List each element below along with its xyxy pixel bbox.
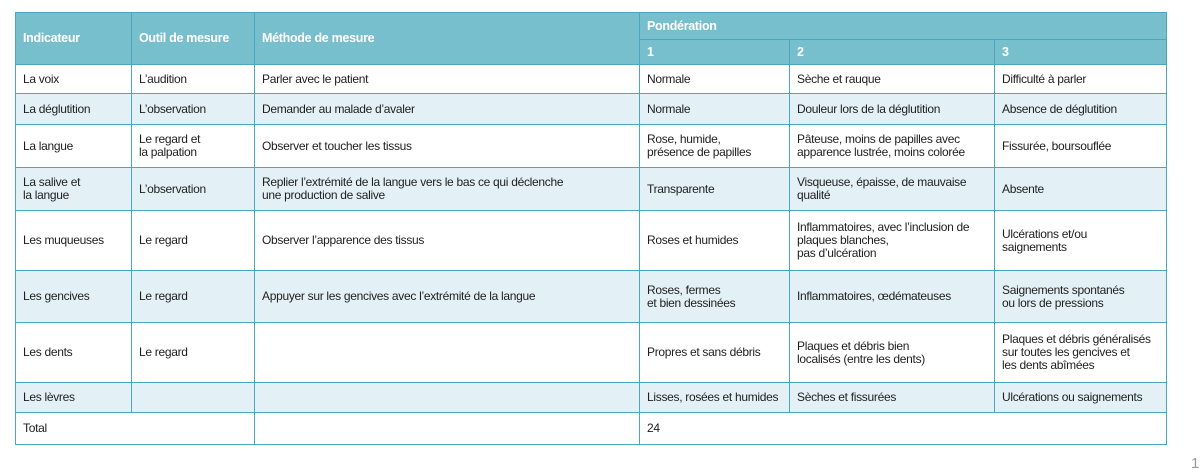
table-row (16, 323, 1167, 383)
table-row (16, 383, 1167, 413)
header-ponderation: Pondération (640, 13, 1167, 40)
cell-p1: Rose, humide, présence de papilles (640, 125, 790, 168)
cell-p1: Roses et humides (640, 211, 790, 271)
total-empty (255, 413, 640, 445)
cell-p2: Visqueuse, épaisse, de mauvaise qualité (790, 168, 995, 211)
total-label: Total (16, 413, 255, 445)
cell-indicateur: La langue (16, 125, 132, 168)
cell-outil (132, 383, 255, 413)
table-row (16, 168, 1167, 211)
table-row (16, 211, 1167, 271)
cell-p2: Douleur lors de la déglutition (790, 94, 995, 125)
cell-p2: Inflammatoires, œdémateuses (790, 271, 995, 323)
cell-p3: Saignements spontanés ou lors de pressions (995, 271, 1167, 323)
cell-p3: Absente (995, 168, 1167, 211)
total-row (16, 413, 1167, 445)
cell-p1: Propres et sans débris (640, 323, 790, 383)
cell-indicateur: La déglutition (16, 94, 132, 125)
header-p2: 2 (790, 40, 995, 65)
cell-indicateur: La voix (16, 65, 132, 94)
cell-p2: Sèche et rauque (790, 65, 995, 94)
cell-p3: Fissurée, boursouflée (995, 125, 1167, 168)
table-row (16, 125, 1167, 168)
cell-methode: Appuyer sur les gencives avec l’extrémité de la langue (255, 271, 640, 323)
cell-methode (255, 383, 640, 413)
cell-p1: Transparente (640, 168, 790, 211)
cell-methode: Replier l’extrémité de la langue vers le bas ce qui déclenche une production de salive (255, 168, 640, 211)
total-value: 24 (640, 413, 1167, 445)
cell-indicateur: Les gencives (16, 271, 132, 323)
header-methode: Méthode de mesure (255, 13, 640, 65)
header-p3: 3 (995, 40, 1167, 65)
table-row (16, 271, 1167, 323)
cell-p2: Plaques et débris bien localisés (entre les dents) (790, 323, 995, 383)
cell-outil: Le regard et la palpation (132, 125, 255, 168)
oral-assessment-table (15, 12, 1167, 445)
cell-methode: Observer et toucher les tissus (255, 125, 640, 168)
cell-p1: Normale (640, 94, 790, 125)
cell-p3: Difficulté à parler (995, 65, 1167, 94)
cell-outil: Le regard (132, 211, 255, 271)
cell-outil: L’audition (132, 65, 255, 94)
header-indicateur: Indicateur (16, 13, 132, 65)
header-p1: 1 (640, 40, 790, 65)
cell-outil: L’observation (132, 94, 255, 125)
cell-p1: Lisses, rosées et humides (640, 383, 790, 413)
cell-p2: Sèches et fissurées (790, 383, 995, 413)
cell-outil: Le regard (132, 271, 255, 323)
header-outil: Outil de mesure (132, 13, 255, 65)
cell-outil: L’observation (132, 168, 255, 211)
cell-p3: Ulcérations et/ou saignements (995, 211, 1167, 271)
cell-methode (255, 323, 640, 383)
cell-methode: Observer l’apparence des tissus (255, 211, 640, 271)
cell-p3: Plaques et débris généralisés sur toutes les gencives et les dents abîmées (995, 323, 1167, 383)
table-row (16, 94, 1167, 125)
cell-p1: Normale (640, 65, 790, 94)
cell-indicateur: Les dents (16, 323, 132, 383)
cell-p2: Inflammatoires, avec l’inclusion de plaques blanches, pas d’ulcération (790, 211, 995, 271)
page-number: 1 (1191, 455, 1200, 472)
cell-indicateur: Les lèvres (16, 383, 132, 413)
cell-p3: Absence de déglutition (995, 94, 1167, 125)
cell-indicateur: La salive et la langue (16, 168, 132, 211)
cell-methode: Demander au malade d’avaler (255, 94, 640, 125)
cell-p2: Pâteuse, moins de papilles avec apparence lustrée, moins colorée (790, 125, 995, 168)
cell-p3: Ulcérations ou saignements (995, 383, 1167, 413)
cell-methode: Parler avec le patient (255, 65, 640, 94)
cell-p1: Roses, fermes et bien dessinées (640, 271, 790, 323)
cell-outil: Le regard (132, 323, 255, 383)
cell-indicateur: Les muqueuses (16, 211, 132, 271)
table-row (16, 65, 1167, 94)
